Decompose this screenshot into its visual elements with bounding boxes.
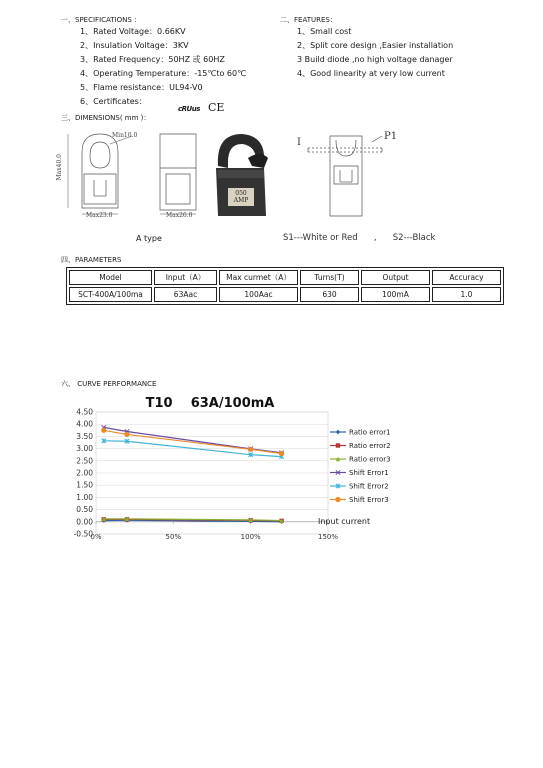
- data-point: [124, 432, 129, 437]
- x-tick-label: 150%: [317, 533, 339, 541]
- y-tick-label: 1.00: [76, 492, 93, 502]
- y-tick-label: 1.50: [76, 480, 93, 490]
- dimensions-heading: 三、DIMENSIONS( mm )：: [61, 114, 151, 122]
- table-header-cell: Max curmet（A）: [219, 270, 298, 285]
- chart-title: T10 63A/100mA: [145, 396, 275, 411]
- front-width-dimension: Max23.0: [86, 212, 113, 219]
- legend-label: Shift Error3: [349, 496, 389, 504]
- spec-item: 1、Rated Voltage：0.66KV: [80, 27, 186, 36]
- wire-p1-label: P1: [384, 131, 398, 142]
- front-height-dimension: Max40.0: [56, 154, 63, 181]
- certificates-logos: [178, 96, 224, 115]
- data-point: [336, 430, 340, 434]
- product-photo: [208, 128, 272, 220]
- table-cell: 100mA: [361, 287, 430, 302]
- table-cell: 63Aac: [154, 287, 217, 302]
- y-tick-label: 0.00: [76, 517, 93, 527]
- front-min-dimension: Min10.0: [112, 132, 138, 139]
- ul-certification-logo: cRUus: [178, 105, 200, 113]
- table-cell: 1.0: [432, 287, 501, 302]
- y-tick-label: 4.50: [76, 407, 93, 417]
- legend-label: Ratio error3: [349, 455, 391, 464]
- parameters-table: [66, 267, 504, 305]
- front-view-drawing: [54, 130, 144, 222]
- table-header-cell: Model: [69, 270, 152, 285]
- y-tick-label: 0.50: [76, 505, 93, 515]
- wire-color-note: S1---White or Red , S2---Black: [283, 233, 436, 243]
- spec-item: 5、Flame resistance：UL94-V0: [80, 83, 203, 92]
- x-tick-label: 0%: [90, 533, 102, 541]
- feature-item: 3 Build diode ,no high voltage danager: [297, 55, 453, 64]
- x-axis-label: Input current: [318, 516, 371, 526]
- feature-item: 4、Good linearity at very low current: [297, 69, 445, 78]
- table-cell: 630: [300, 287, 359, 302]
- spec-item: 2、Insulation Voltage：3KV: [80, 41, 189, 50]
- a-type-label: A type: [136, 234, 162, 243]
- y-tick-label: 2.50: [76, 456, 93, 466]
- table-cell: 100Aac: [219, 287, 298, 302]
- y-tick-label: -0.50: [73, 529, 93, 539]
- x-tick-label: 50%: [165, 533, 182, 541]
- features-heading: 二、FEATURES：: [280, 16, 337, 24]
- y-tick-label: 4.00: [76, 419, 93, 429]
- spec-item: 4、Operating Temperature：-15℃to 60℃: [80, 69, 247, 78]
- x-tick-label: 100%: [240, 533, 261, 541]
- data-point: [248, 447, 253, 452]
- parameters-heading: 四、PARAMETERS: [61, 256, 122, 264]
- y-tick-label: 3.50: [76, 431, 93, 441]
- legend-label: Shift Error2: [349, 482, 389, 491]
- photo-label-line: AMP: [233, 197, 249, 204]
- photo-label: [229, 190, 253, 204]
- side-view-drawing: [148, 128, 208, 222]
- data-point: [335, 497, 340, 502]
- wire-i-label: I: [297, 137, 301, 148]
- y-tick-label: 2.00: [76, 468, 93, 478]
- y-tick-label: 3.00: [76, 444, 93, 454]
- data-point: [336, 443, 340, 447]
- curve-heading: 六、 CURVE PERFORMANCE: [61, 380, 157, 388]
- table-header-cell: Output: [361, 270, 430, 285]
- spec-item: 3、Rated Frequency：50HZ 或 60HZ: [80, 55, 225, 64]
- table-cell: SCT-400A/100ma: [69, 287, 152, 302]
- ce-certification-logo: CE: [207, 101, 225, 114]
- feature-item: 1、Small cost: [297, 27, 352, 36]
- legend-label: Shift Error1: [349, 469, 389, 477]
- legend-label: Ratio error2: [349, 442, 391, 450]
- table-header-cell: Input（A）: [154, 270, 217, 285]
- table-header-cell: Turns(T): [300, 270, 359, 285]
- table-header-row: [69, 270, 501, 285]
- data-point: [279, 451, 284, 456]
- photo-label-line: 050: [235, 190, 247, 197]
- table-row: [69, 287, 501, 302]
- specifications-heading: 一、SPECIFICATIONS ：: [61, 16, 142, 24]
- table-header-cell: Accuracy: [432, 270, 501, 285]
- performance-chart: [58, 392, 410, 548]
- side-width-dimension: Max26.0: [166, 212, 193, 219]
- legend-label: Ratio error1: [349, 428, 391, 437]
- spec-item: 6、Certificates：: [80, 97, 147, 106]
- features-list: [297, 25, 453, 81]
- data-point: [101, 428, 106, 433]
- feature-item: 2、Split core design ,Easier installation: [297, 41, 454, 50]
